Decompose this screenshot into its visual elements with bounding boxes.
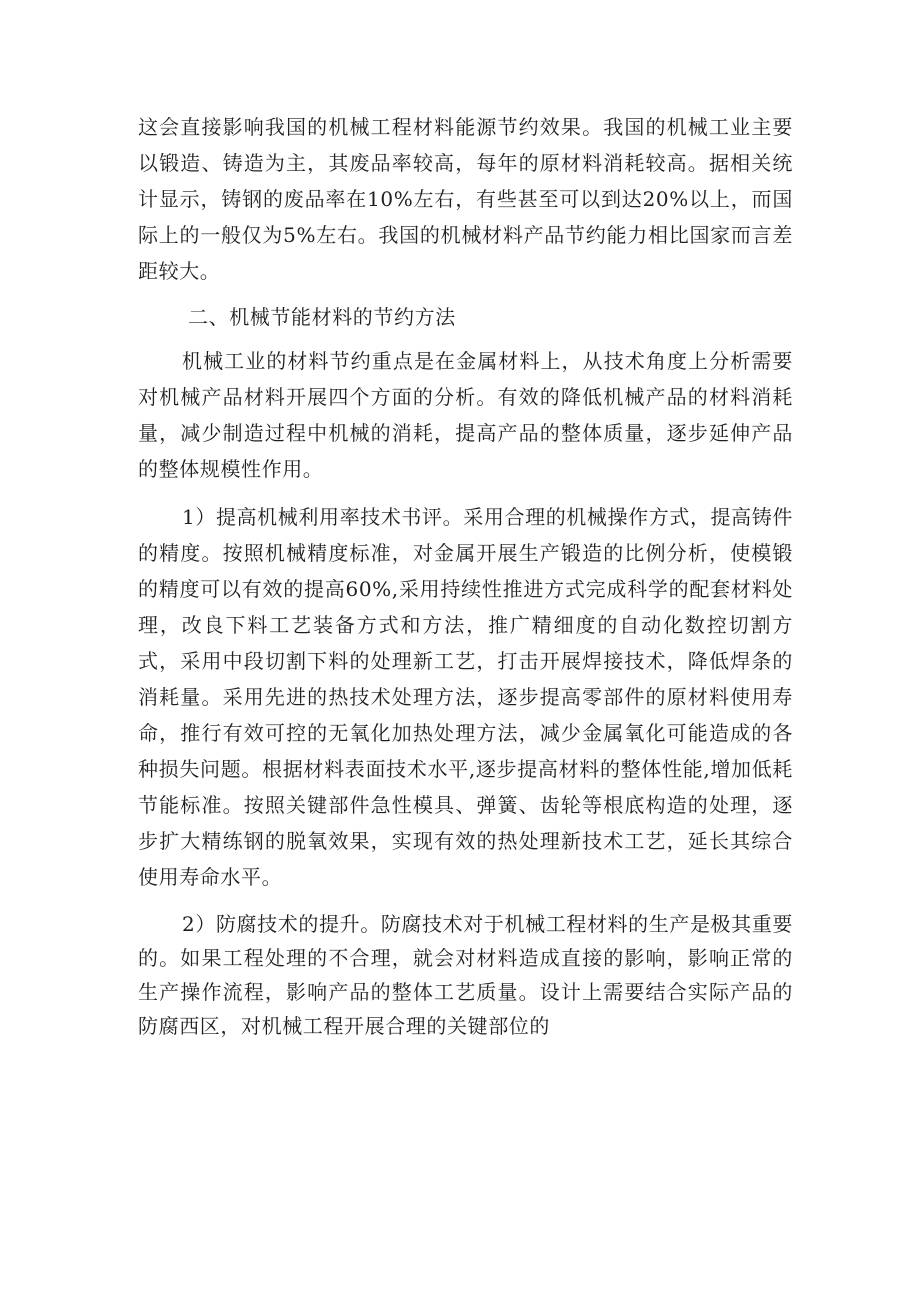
paragraph-2: 机械工业的材料节约重点是在金属材料上，从技术角度上分析需要对机械产品材料开展四个方面的分析。有效的降低机械产品的材料消耗量，减少制造过程中机械的消耗，提高产品的整体质量，逐步延伸产品的整体规模性作用。 [138, 349, 793, 481]
section-heading-2: 二、机械节能材料的节约方法 [188, 305, 456, 329]
paragraph-3: 1）提高机械利用率技术书评。采用合理的机械操作方式，提高铸件的精度。按照机械精度标准，对金属开展生产锻造的比例分析，使模锻的精度可以有效的提高60%,采用持续性推进方式完成科学的配套材料处理，改良下料工艺装备方式和方法，推广精细度的自动化数控切割方式，采用中段切割下料的处理新工艺，打击开展焊接技术，降低焊条的消耗量。采用先进的热技术处理方法，逐步提高零部件的原材料使用寿命，推行有效可控的无氧化加热处理方法，减少金属氧化可能造成的各种损失问题。根据材料表面技术水平,逐步提高材料的整体性能,增加低耗节能标准。按照关键部件急性模具、弹簧、齿轮等根底构造的处理，逐步扩大精练钢的脱氧效果，实现有效的热处理新技术工艺，延长其综合使用寿命水平。 [138, 505, 793, 889]
paragraph-4: 2）防腐技术的提升。防腐技术对于机械工程材料的生产是极其重要的。如果工程处理的不合理，就会对材料造成直接的影响，影响正常的生产操作流程，影响产品的整体工艺质量。设计上需要结合实际产品的防腐西区，对机械工程开展合理的关键部位的 [138, 912, 793, 1038]
document-body [138, 109, 793, 1043]
paragraph-1: 这会直接影响我国的机械工程材料能源节约效果。我国的机械工业主要以锻造、铸造为主，其废品率较高，每年的原材料消耗较高。据相关统计显示，铸钢的废品率在10%左右，有些甚至可以到达20%以上，而国际上的一般仅为5%左右。我国的机械材料产品节约能力相比国家而言差距较大。 [138, 115, 793, 283]
